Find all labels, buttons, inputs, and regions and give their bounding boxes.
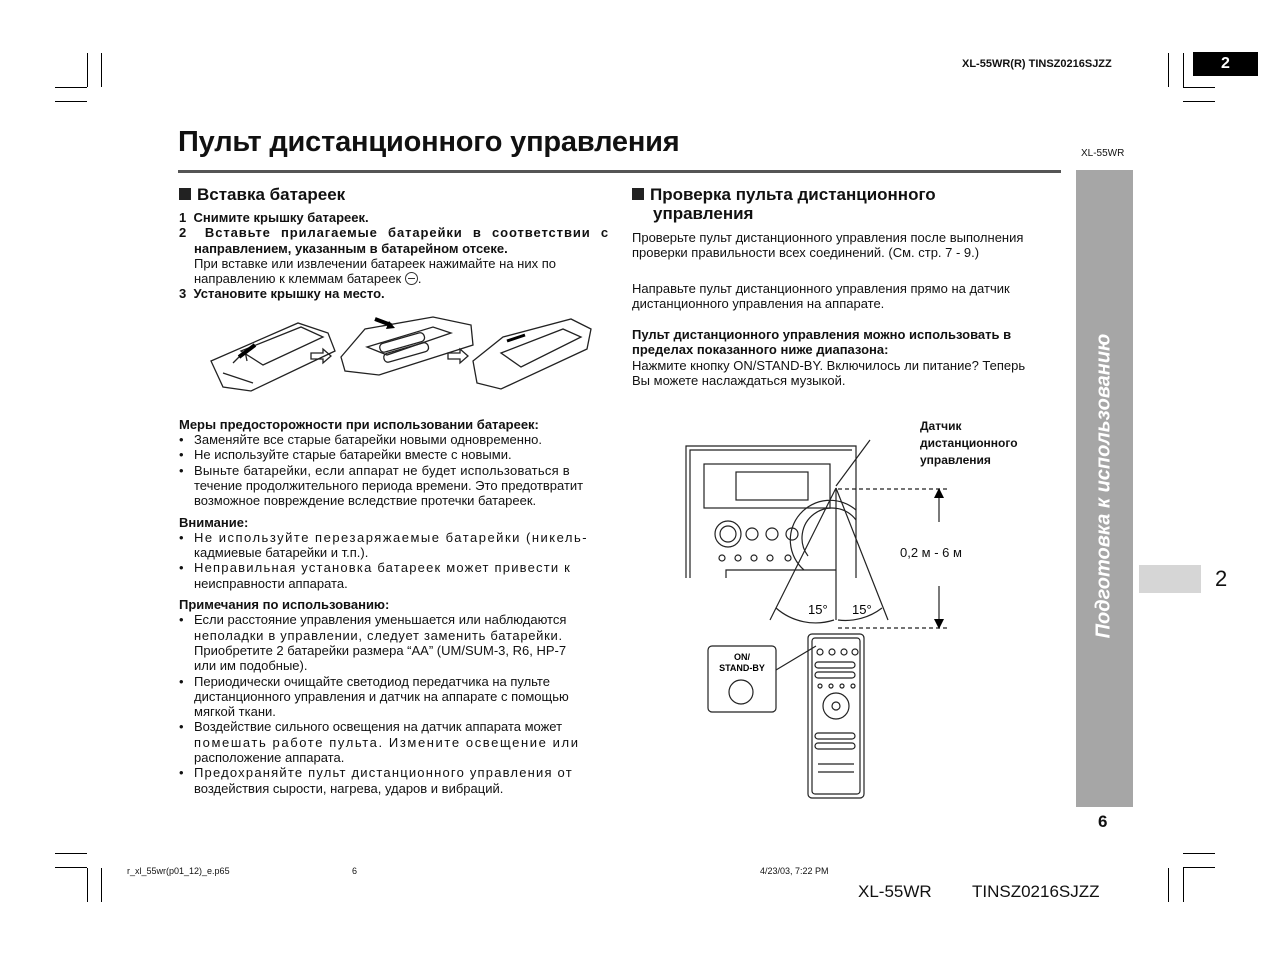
notes-title: Примечания по использованию: — [179, 597, 390, 613]
crop-mark — [1168, 53, 1169, 87]
crop-mark — [55, 87, 87, 88]
title-rule — [178, 170, 1061, 173]
crop-mark — [1168, 868, 1169, 902]
battery-steps — [179, 210, 609, 302]
footer-date: 4/23/03, 7:22 PM — [760, 866, 829, 876]
list-item: • Заменяйте все старые батарейки новыми одновременно. — [179, 432, 542, 448]
header-model-code: XL-55WR(R) TINSZ0216SJZZ — [962, 58, 1112, 70]
crop-mark — [101, 53, 102, 87]
square-bullet-icon — [632, 188, 644, 200]
right-column — [632, 185, 1062, 388]
section-tab — [1139, 565, 1201, 593]
precautions-block — [179, 417, 609, 796]
operating-range-diagram — [680, 410, 1060, 810]
page-number: 6 — [1098, 812, 1108, 831]
page-title: Пульт дистанционного управления — [178, 126, 680, 158]
step-1: 1 Снимите крышку батареек. — [179, 210, 369, 225]
header-page-box: 2 — [1193, 52, 1258, 76]
list-item: • Неправильная установка батареек может привести к неисправности аппарата. — [179, 560, 572, 591]
crop-mark — [1183, 867, 1215, 868]
sensor-label: Датчик дистанционного управления — [920, 419, 1018, 467]
crop-mark — [55, 101, 87, 102]
standby-label-2: STAND-BY — [719, 663, 765, 673]
list-item: • Предохраняйте пульт дистанционного управления от воздействия сырости, нагрева, ударов и вибраций. — [179, 765, 573, 796]
list-item: • Воздействие сильного освещения на датчик аппарата может помешать работе пульта. Измените освещение или расположение аппарата. — [179, 719, 580, 766]
list-item: • Не используйте старые батарейки вместе с новыми. — [179, 447, 512, 463]
list-item: • Выньте батарейки, если аппарат не будет использоваться в течение продолжительного периода времени. Это предотвратит возможное повреждение вследствие протечки батареек. — [179, 462, 584, 509]
footer-page: 6 — [352, 866, 358, 876]
crop-mark — [87, 868, 88, 902]
crop-mark — [1183, 53, 1184, 87]
section-tab-number: 2 — [1215, 566, 1228, 591]
crop-mark — [1183, 868, 1184, 902]
crop-mark — [101, 868, 102, 902]
step-2: 2 Вставьте прилагаемые батарейки в соответствии с — [179, 225, 609, 241]
crop-mark — [55, 853, 87, 854]
angle-left-label: 15° — [808, 602, 828, 617]
battery-insertion-illustration — [203, 311, 613, 401]
remote-check-text: Проверьте пульт дистанционного управления после выполнения проверки правильности всех соединений. (См. стр. 7 - 9.) Направьте пульт дистанционного управления прямо на датчик дистанционного управления на аппарате. Пульт дистанционного управления можно использовать в пределах показанного ниже диапазона: Нажмите кнопку ON/STAND-BY. Включилось ли питание? Теперь Вы можете наслаждаться музыкой. — [632, 230, 1026, 389]
list-item: • Не используйте перезаряжаемые батарейки (никель- кадмиевые батарейки и т.п.). — [179, 529, 589, 561]
step-2-line-2: направлением, указанным в батарейном отсеке. — [194, 240, 508, 256]
precautions-title: Меры предосторожности при использовании батареек: — [179, 416, 539, 432]
step-2-note: При вставке или извлечении батареек нажимайте на них по — [194, 255, 556, 271]
crop-mark — [1183, 87, 1215, 88]
model-label: XL-55WR — [1081, 148, 1125, 159]
minus-terminal-icon — [405, 272, 418, 285]
section-heading-batteries: Вставка батареек — [179, 185, 609, 204]
angle-right-label: 15° — [852, 602, 872, 617]
list-item: • Периодически очищайте светодиод передатчика на пульте дистанционного управления и датчик на аппарате с помощью мягкой ткани. — [179, 673, 569, 720]
crop-mark — [1183, 101, 1215, 102]
footer-code: TINSZ0216SJZZ — [972, 882, 1100, 901]
distance-label: 0,2 м - 6 м — [900, 545, 962, 560]
square-bullet-icon — [179, 188, 191, 200]
standby-label-1: ON/ — [733, 652, 751, 662]
crop-mark — [55, 867, 87, 868]
crop-mark — [87, 53, 88, 87]
step-3: 3 Установите крышку на место. — [179, 286, 385, 302]
list-item: • Если расстояние управления уменьшается или наблюдаются неполадки в управлении, следует заменить батарейки. Приобретите 2 батарейки размера “AA” (UM/SUM-3, R6, HP-7 или им подобные). — [179, 612, 567, 674]
section-heading-remote-check: Проверка пульта дистанционного управления — [632, 185, 1062, 223]
left-column — [179, 185, 609, 796]
sidebar-section-title: Подготовка к использованию — [1092, 333, 1115, 639]
crop-mark — [1183, 853, 1215, 854]
footer-file: r_xl_55wr(p01_12)_e.p65 — [127, 866, 230, 876]
step-2-note-line-2: направлению к клеммам батареек . — [194, 271, 422, 287]
caution-title: Внимание: — [179, 514, 249, 530]
footer-model: XL-55WR — [858, 882, 932, 901]
